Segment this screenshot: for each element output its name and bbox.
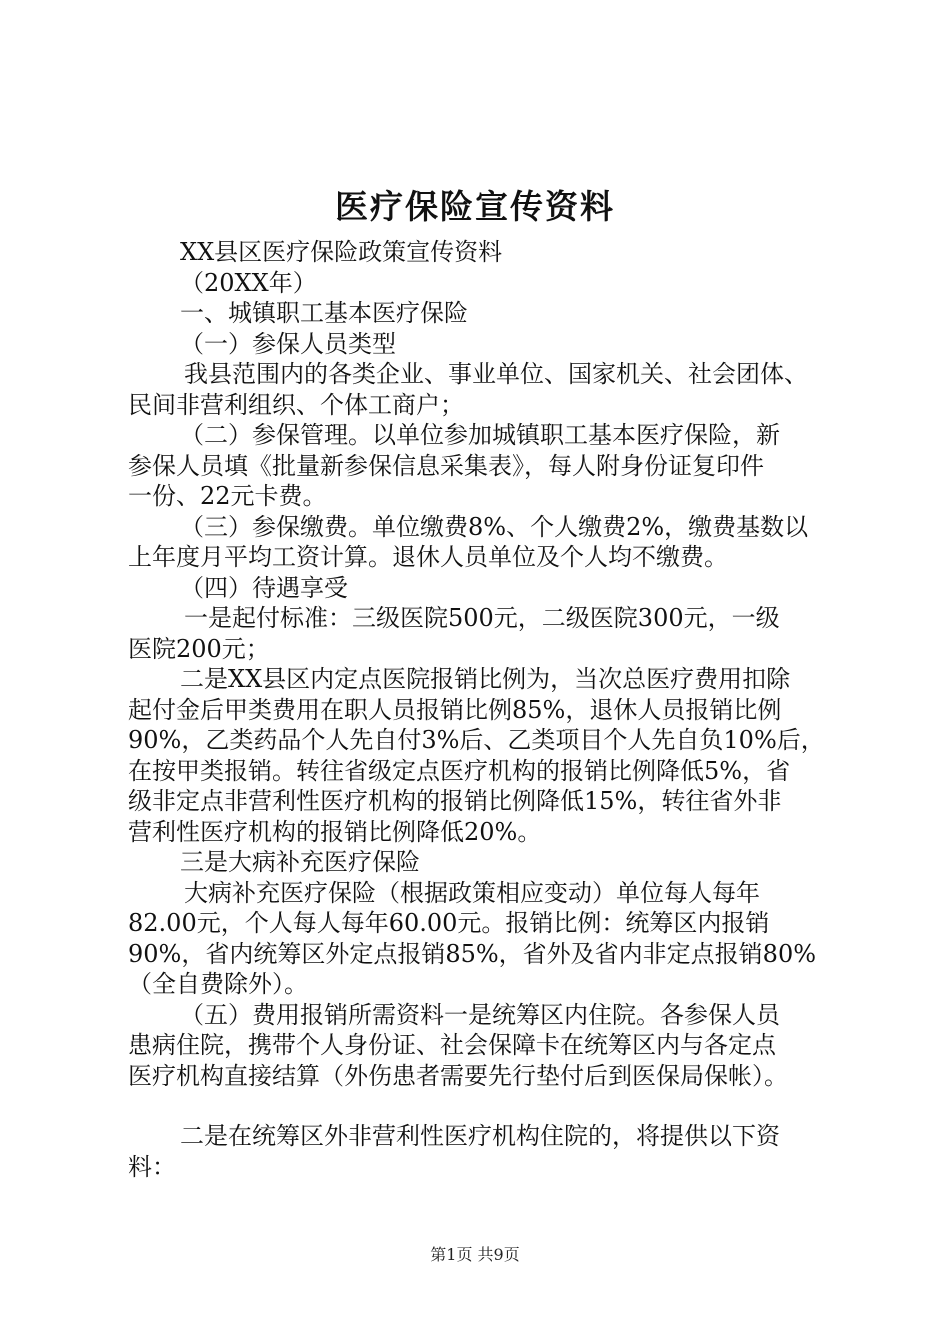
subsection-heading: 三是大病补充医疗保险 [180,848,420,876]
paragraph-line: （五）费用报销所需资料一是统筹区内住院。各参保人员 [180,1000,780,1029]
paragraph-line: 90%，省内统筹区外定点报销85%，省外及省内非定点报销80% [128,939,817,968]
year-line: （20XX年） [180,268,317,297]
paragraph-line: （三）参保缴费。单位缴费8%、个人缴费2%，缴费基数以 [180,512,809,541]
paragraph-line: 大病补充医疗保险（根据政策相应变动）单位每人每年 [184,878,760,907]
subtitle-line: XX县区医疗保险政策宣传资料 [180,238,503,266]
paragraph-line: 医院200元； [128,634,270,663]
paragraph-line: （全自费除外）。 [128,970,308,998]
paragraph-line: 料： [128,1152,176,1181]
paragraph-line: （二）参保管理。以单位参加城镇职工基本医疗保险，新 [180,421,780,449]
paragraph-line: 二是XX县区内定点医院报销比例为，当次总医疗费用扣除 [180,665,791,693]
document-title: 医疗保险宣传资料 [335,187,615,226]
paragraph-line: 医疗机构直接结算（外伤患者需要先行垫付后到医保局保帐）。 [128,1061,788,1090]
document-body [128,237,834,1182]
page-footer: 第1页 共9页 [430,1245,520,1264]
section-heading: 一、城镇职工基本医疗保险 [180,299,468,327]
paragraph-line: 上年度月平均工资计算。退休人员单位及个人均不缴费。 [128,543,728,571]
paragraph-line: 级非定点非营利性医疗机构的报销比例降低15%，转往省外非 [128,787,782,815]
subsection-heading: （一）参保人员类型 [180,329,396,358]
paragraph-line: 民间非营利组织、个体工商户； [128,390,464,419]
paragraph-line: 82.00元，个人每人每年60.00元。报销比例：统筹区内报销 [128,909,770,937]
paragraph-line: 患病住院，携带个人身份证、社会保障卡在统筹区内与各定点 [128,1031,776,1059]
paragraph-line: 起付金后甲类费用在职人员报销比例85%，退休人员报销比例 [128,695,782,724]
paragraph-line: 二是在统筹区外非营利性医疗机构住院的，将提供以下资 [180,1122,780,1150]
subsection-heading: （四）待遇享受 [180,573,348,602]
paragraph-line: 90%，乙类药品个人先自付3%后、乙类项目个人先自负10%后， [128,726,825,754]
paragraph-line: 我县范围内的各类企业、事业单位、国家机关、社会团体、 [184,360,808,388]
blank-line [128,1091,834,1121]
paragraph-line: 一是起付标准：三级医院500元，二级医院300元，一级 [184,604,780,632]
paragraph-line: 参保人员填《批量新参保信息采集表》，每人附身份证复印件 [128,451,764,480]
paragraph-line: 在按甲类报销。转往省级定点医疗机构的报销比例降低5%，省 [128,756,791,785]
paragraph-line: 一份、22元卡费。 [128,482,327,510]
paragraph-line: 营利性医疗机构的报销比例降低20%。 [128,817,542,846]
